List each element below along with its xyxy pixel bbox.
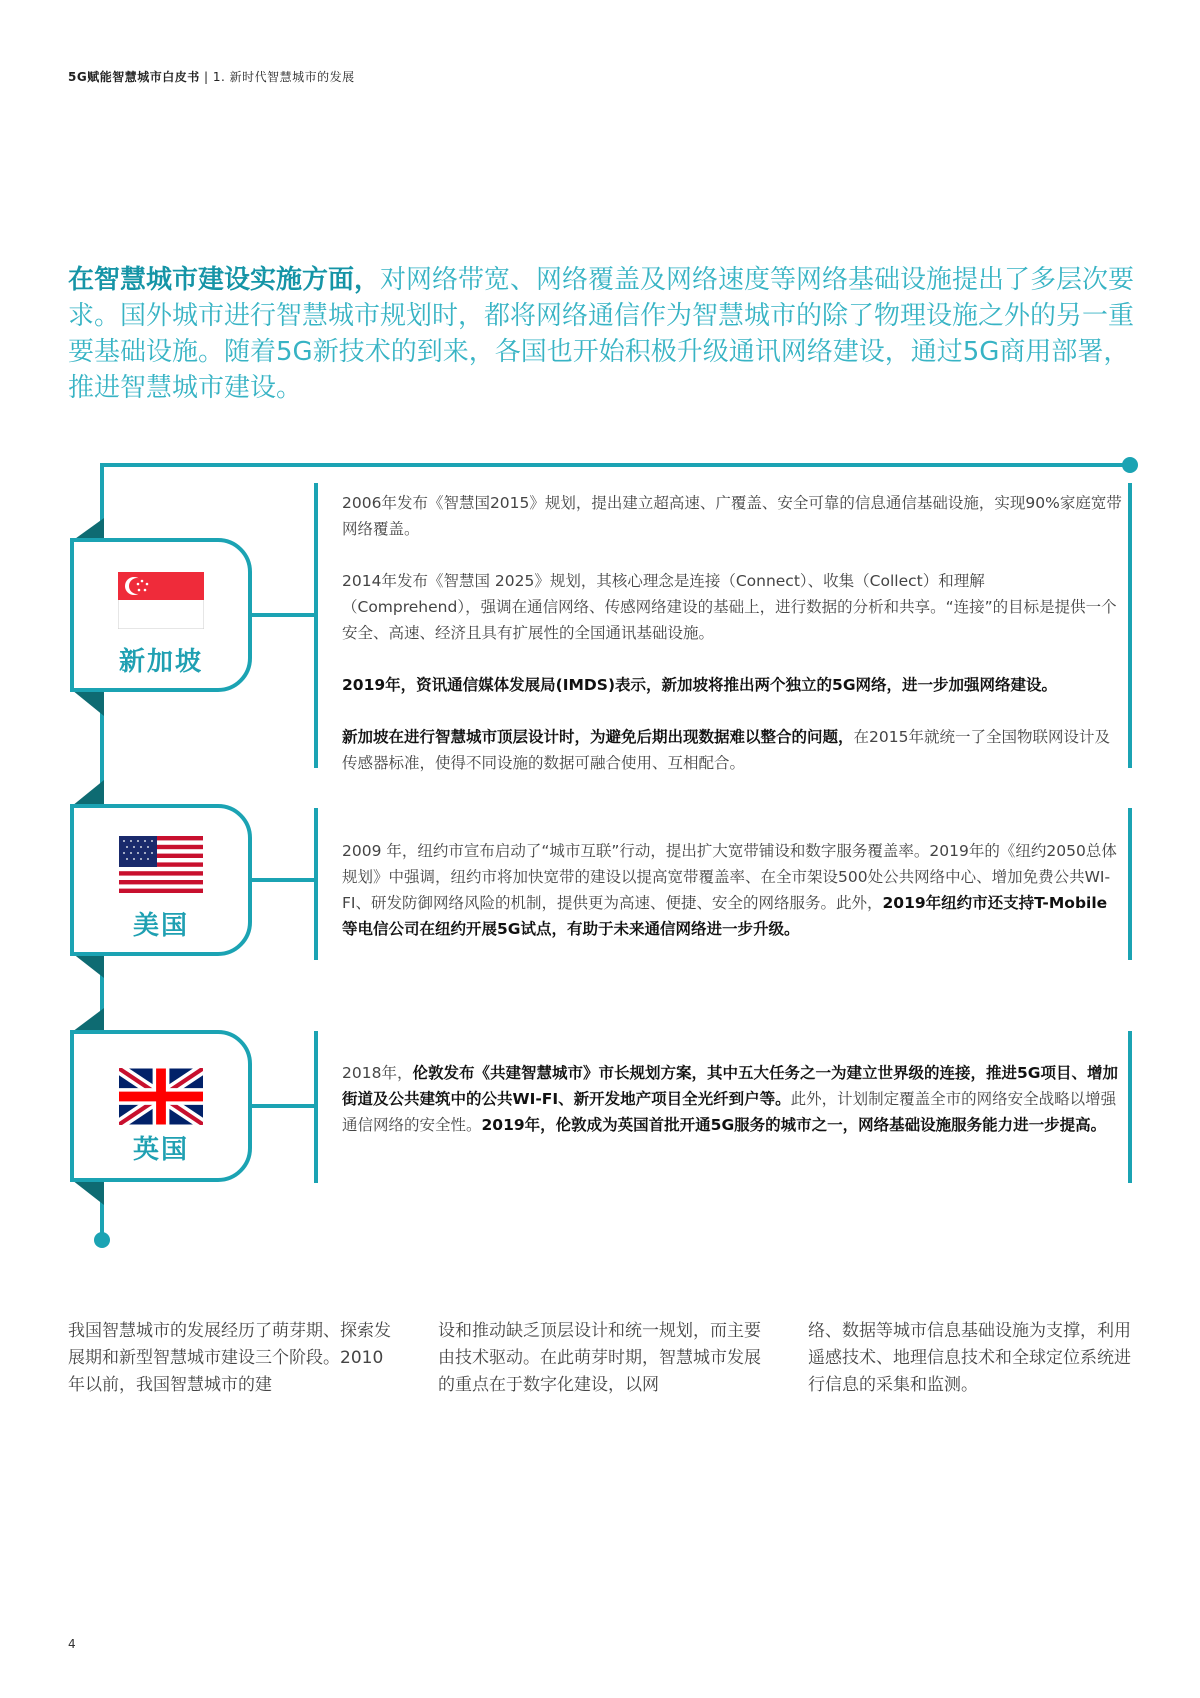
text: 2018年， [342, 1064, 413, 1082]
text: 此外，计划制定覆盖全市的网络安全战略以增强通信网络的安全性。 [342, 1090, 1117, 1134]
bold-text: 新加坡在进行智慧城市顶层设计时，为避免后期出现数据难以整合的问题， [342, 728, 854, 746]
uk-flag-icon [119, 1068, 203, 1125]
section-title: 1. 新时代智慧城市的发展 [212, 70, 355, 84]
country-name: 新加坡 [118, 647, 203, 677]
intro-lead: 在智慧城市建设实施方面， [68, 265, 381, 295]
country-card-usa [70, 804, 252, 956]
country-card-uk [70, 1030, 252, 1182]
page-number: 4 [68, 1637, 76, 1651]
column-3: 络、数据等城市信息基础设施为支撑，利用遥感技术、地理信息技术和全球定位系统进行信息的采集和监测。 [808, 1321, 1131, 1395]
text: 2014年发布《智慧国 2025》规划，其核心理念是连接（Connect）、收集（Collect）和理解（Comprehend），强调在通信网络、传感网络建设的基础上，进行数据的分析和共享。“连接”的目标是提供一个安全、高速、经济且具有扩展性的全国通讯基础设施。 [342, 572, 1117, 642]
country-name: 美国 [132, 911, 189, 941]
bold-text: 2019年，伦敦成为英国首批开通5G服务的城市之一，网络基础设施服务能力进一步提高。 [481, 1116, 1107, 1134]
bold-text: 伦敦发布《共建智慧城市》市长规划方案，其中五大任务之一为建立世界级的连接，推进5G项目、增加街道及公共建筑中的公共WI-FI、新开发地产项目全光纤到户等。 [342, 1064, 1118, 1108]
text: 在2015年就统一了全国物联网设计及传感器标准，使得不同设施的数据可融合使用、互相配合。 [342, 728, 1110, 772]
body-columns [68, 1318, 1138, 1399]
usa-flag-icon [119, 836, 203, 893]
column-1: 我国智慧城市的发展经历了萌芽期、探索发展期和新型智慧城市建设三个阶段。2010年以前，我国智慧城市的建 [68, 1321, 391, 1395]
content-paragraph [342, 838, 1122, 942]
doc-title: 5G赋能智慧城市白皮书 [68, 70, 200, 84]
singapore-content [342, 490, 1122, 802]
bold-text: 2019年纽约市还支持T-Mobile等电信公司在纽约开展5G试点，有助于未来通信网络进一步升级。 [342, 894, 1108, 938]
separator: | [199, 70, 213, 84]
uk-content [342, 1060, 1122, 1164]
content-paragraph [342, 672, 1122, 698]
bold-text: 2019年，资讯通信媒体发展局(IMDS)表示，新加坡将推出两个独立的5G网络，进一步加强网络建设。 [342, 676, 1058, 694]
column-2: 设和推动缺乏顶层设计和统一规划，而主要由技术驱动。在此萌芽时期，智慧城市发展的重点在于数字化建设，以网 [438, 1321, 761, 1395]
singapore-flag-icon [118, 572, 204, 629]
content-paragraph [342, 1060, 1122, 1138]
timeline-start-dot [1122, 457, 1138, 473]
usa-content [342, 838, 1122, 968]
content-paragraph [342, 490, 1122, 542]
country-name: 英国 [132, 1135, 189, 1165]
country-card-singapore [70, 538, 252, 692]
timeline-end-dot [94, 1232, 110, 1248]
intro-body: 对网络带宽、网络覆盖及网络速度等网络基础设施提出了多层次要求。国外城市进行智慧城市规划时，都将网络通信作为智慧城市的除了物理设施之外的另一重要基础设施。随着5G新技术的到来，各国也开始积极升级通讯网络建设，通过5G商用部署，推进智慧城市建设。 [68, 265, 1135, 403]
content-paragraph [342, 724, 1122, 776]
content-paragraph [342, 568, 1122, 646]
text: 2006年发布《智慧国2015》规划，提出建立超高速、广覆盖、安全可靠的信息通信基础设施，实现90%家庭宽带网络覆盖。 [342, 494, 1122, 538]
text: 2009 年，纽约市宣布启动了“城市互联”行动，提出扩大宽带铺设和数字服务覆盖率。2019年的《纽约2050总体规划》中强调，纽约市将加快宽带的建设以提高宽带覆盖率、在全市架设500处公共网络中心、增加免费公共WI-FI、研发防御网络风险的机制，提供更为高速、便捷、安全的网络服务。此外， [342, 842, 1117, 912]
